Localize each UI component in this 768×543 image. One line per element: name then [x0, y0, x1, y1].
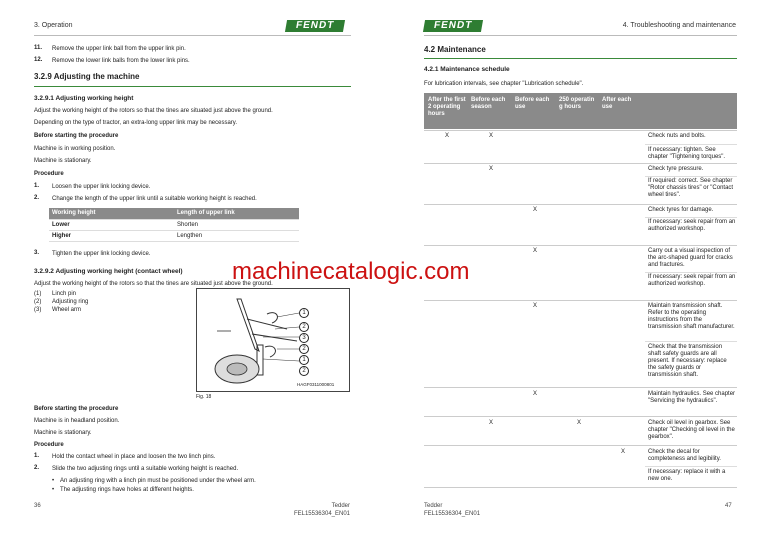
step-number: 3. — [34, 250, 40, 256]
table-cell: Lower — [49, 219, 174, 230]
schedule-header-cell: 250 operatin g hours — [559, 97, 595, 110]
table-cell: Shorten — [174, 219, 299, 230]
table-header-row — [49, 208, 299, 219]
figure-code: HAGF0311000801 — [297, 382, 335, 387]
intro-text: For lubrication intervals, see chapter "Lubrication schedule". — [424, 81, 584, 87]
bullet-icon: • — [52, 478, 55, 484]
schedule-task: Check oil level in gearbox. See chapter "Checking oil level in the gearbox". — [648, 420, 735, 440]
callout-1: 1 — [299, 308, 309, 318]
schedule-header — [424, 93, 737, 129]
figure-contact-wheel — [196, 288, 350, 392]
schedule-row — [424, 416, 737, 417]
step-number: 12. — [34, 57, 43, 63]
paragraph: Depending on the type of tractor, an extra-long upper link may be necessary. — [34, 120, 238, 126]
task-separator — [645, 176, 737, 177]
callout-2: 2 — [299, 366, 309, 376]
legend-number: (1) — [34, 291, 42, 297]
heading-rule — [34, 86, 351, 87]
footer-title: Tedder — [424, 503, 443, 509]
schedule-mark: X — [533, 207, 538, 213]
callout-2: 2 — [299, 322, 309, 332]
schedule-row — [424, 245, 737, 246]
schedule-row — [424, 130, 737, 131]
step-number: 2. — [34, 465, 40, 471]
schedule-task: Maintain hydraulics. See chapter "Servicing the hydraulics". — [648, 391, 736, 404]
table-cell: Higher — [49, 230, 174, 241]
schedule-header-cell: After each use — [602, 97, 632, 110]
legend-text: Adjusting ring — [52, 299, 89, 305]
paragraph: Adjust the working height of the rotors so that the tines are situated just above the ground. — [34, 281, 273, 287]
procedure-label: Procedure — [34, 442, 64, 448]
schedule-mark: X — [489, 133, 494, 139]
schedule-row — [424, 387, 737, 388]
schedule-task-note: If necessary: tighten. See chapter "Tightening torques". — [648, 147, 726, 160]
heading-adjusting-machine: 3.2.9 Adjusting the machine — [34, 72, 140, 81]
precondition: Machine is stationary. — [34, 430, 92, 436]
schedule-mark: X — [577, 420, 582, 426]
step-number: 2. — [34, 195, 40, 201]
bullet-text: An adjusting ring with a linch pin must be positioned under the wheel arm. — [60, 478, 256, 484]
precondition: Machine is in working position. — [34, 146, 116, 152]
before-label: Before starting the procedure — [34, 133, 119, 139]
footer-code: FEL15536304_EN01 — [424, 511, 481, 517]
schedule-task: Check tyres for damage. — [648, 207, 714, 213]
schedule-row-end — [424, 487, 737, 488]
schedule-task: Check the decal for completeness and legibility. — [648, 449, 721, 462]
schedule-header-cell: Before each use — [515, 97, 550, 110]
schedule-mark: X — [621, 449, 626, 455]
step-text: Loosen the upper link locking device. — [52, 184, 151, 190]
schedule-mark: X — [533, 248, 538, 254]
schedule-task-note: If necessary: replace it with a new one. — [648, 469, 726, 482]
bullet-text: The adjusting rings have holes at different heights. — [60, 487, 194, 493]
schedule-mark: X — [533, 391, 538, 397]
step-number: 1. — [34, 453, 40, 459]
callout-1: 1 — [299, 355, 309, 365]
schedule-row — [424, 300, 737, 301]
schedule-task: Maintain transmission shaft. Refer to the operating instructions from the transmission shaft manufacturer. — [648, 303, 735, 330]
header-rule — [424, 35, 737, 36]
schedule-row — [424, 163, 737, 164]
step-text: Remove the lower link balls from the lower link pins. — [52, 58, 190, 64]
table-row — [49, 230, 299, 241]
watermark-text: machinecatalogic.com — [232, 258, 470, 285]
heading-working-height: 3.2.9.1 Adjusting working height — [34, 95, 134, 102]
schedule-task-note: If necessary: seek repair from an authorized workshop. — [648, 274, 736, 287]
step-text: Hold the contact wheel in place and loosen the two linch pins. — [52, 454, 216, 460]
heading-rule — [424, 58, 737, 59]
schedule-mark: X — [489, 166, 494, 172]
schedule-mark: X — [533, 303, 538, 309]
heading-maintenance: 4.2 Maintenance — [424, 45, 486, 54]
step-text: Tighten the upper link locking device. — [52, 251, 151, 257]
footer-title: Tedder — [331, 503, 350, 509]
legend-text: Wheel arm — [52, 307, 82, 313]
schedule-task: Carry out a visual inspection of the arc-shaped guard for cracks and fractures. — [648, 248, 733, 268]
before-label: Before starting the procedure — [34, 406, 119, 412]
legend-number: (2) — [34, 299, 42, 305]
task-separator — [645, 272, 737, 273]
step-number: 11. — [34, 45, 43, 51]
schedule-task: Check tyre pressure. — [648, 166, 704, 172]
schedule-task: Check nuts and bolts. — [648, 133, 706, 139]
schedule-header-cell: After the first 2 operating hours — [428, 97, 466, 117]
footer-code: FEL15536304_EN01 — [293, 511, 350, 517]
schedule-task-note: If necessary: seek repair from an authorized workshop. — [648, 219, 736, 232]
table-row — [49, 219, 299, 230]
paragraph: Adjust the working height of the rotors so that the tines are situated just above the ground. — [34, 108, 273, 114]
heading-schedule: 4.2.1 Maintenance schedule — [424, 66, 510, 73]
schedule-task-note: If required: correct. See chapter "Rotor chassis tires" or "Contact wheel tires". — [648, 178, 734, 198]
precondition: Machine is stationary. — [34, 158, 92, 164]
upper-link-table — [49, 208, 299, 242]
fendt-logo: FENDT — [423, 20, 483, 32]
section-label: 3. Operation — [34, 22, 73, 29]
table-header-cell: Length of upper link — [174, 208, 299, 219]
table-cell: Lengthen — [174, 230, 299, 241]
callout-2: 2 — [299, 344, 309, 354]
schedule-row — [424, 204, 737, 205]
contact-wheel-drawing — [197, 289, 349, 391]
callout-3: 3 — [299, 333, 309, 343]
page-number: 36 — [34, 503, 41, 509]
header-rule — [34, 35, 351, 36]
schedule-row — [424, 445, 737, 446]
step-text: Remove the upper link ball from the upper link pin. — [52, 46, 186, 52]
step-number: 1. — [34, 183, 40, 189]
schedule-mark: X — [489, 420, 494, 426]
precondition: Machine is in headland position. — [34, 418, 120, 424]
heading-contact-wheel: 3.2.9.2 Adjusting working height (contact wheel) — [34, 268, 183, 275]
bullet-icon: • — [52, 487, 55, 493]
procedure-label: Procedure — [34, 171, 64, 177]
legend-number: (3) — [34, 307, 42, 313]
schedule-mark: X — [445, 133, 450, 139]
section-label: 4. Troubleshooting and maintenance — [622, 22, 736, 29]
step-text: Change the length of the upper link until a suitable working height is reached. — [52, 196, 257, 202]
legend-text: Linch pin — [52, 291, 77, 297]
step-text: Slide the two adjusting rings until a suitable working height is reached. — [52, 466, 239, 472]
table-header-cell: Working height — [49, 208, 174, 219]
task-separator — [645, 466, 737, 467]
page-number: 47 — [725, 503, 732, 509]
task-separator — [645, 341, 737, 342]
task-separator — [645, 217, 737, 218]
figure-caption: Fig. 18 — [196, 394, 212, 400]
fendt-logo: FENDT — [285, 20, 345, 32]
schedule-task-note: Check that the transmission shaft safety guards are all present. If necessary: replace the safety guards or transmission shaft. — [648, 344, 727, 378]
task-separator — [645, 144, 737, 145]
schedule-header-cell: Before each season — [471, 97, 506, 110]
